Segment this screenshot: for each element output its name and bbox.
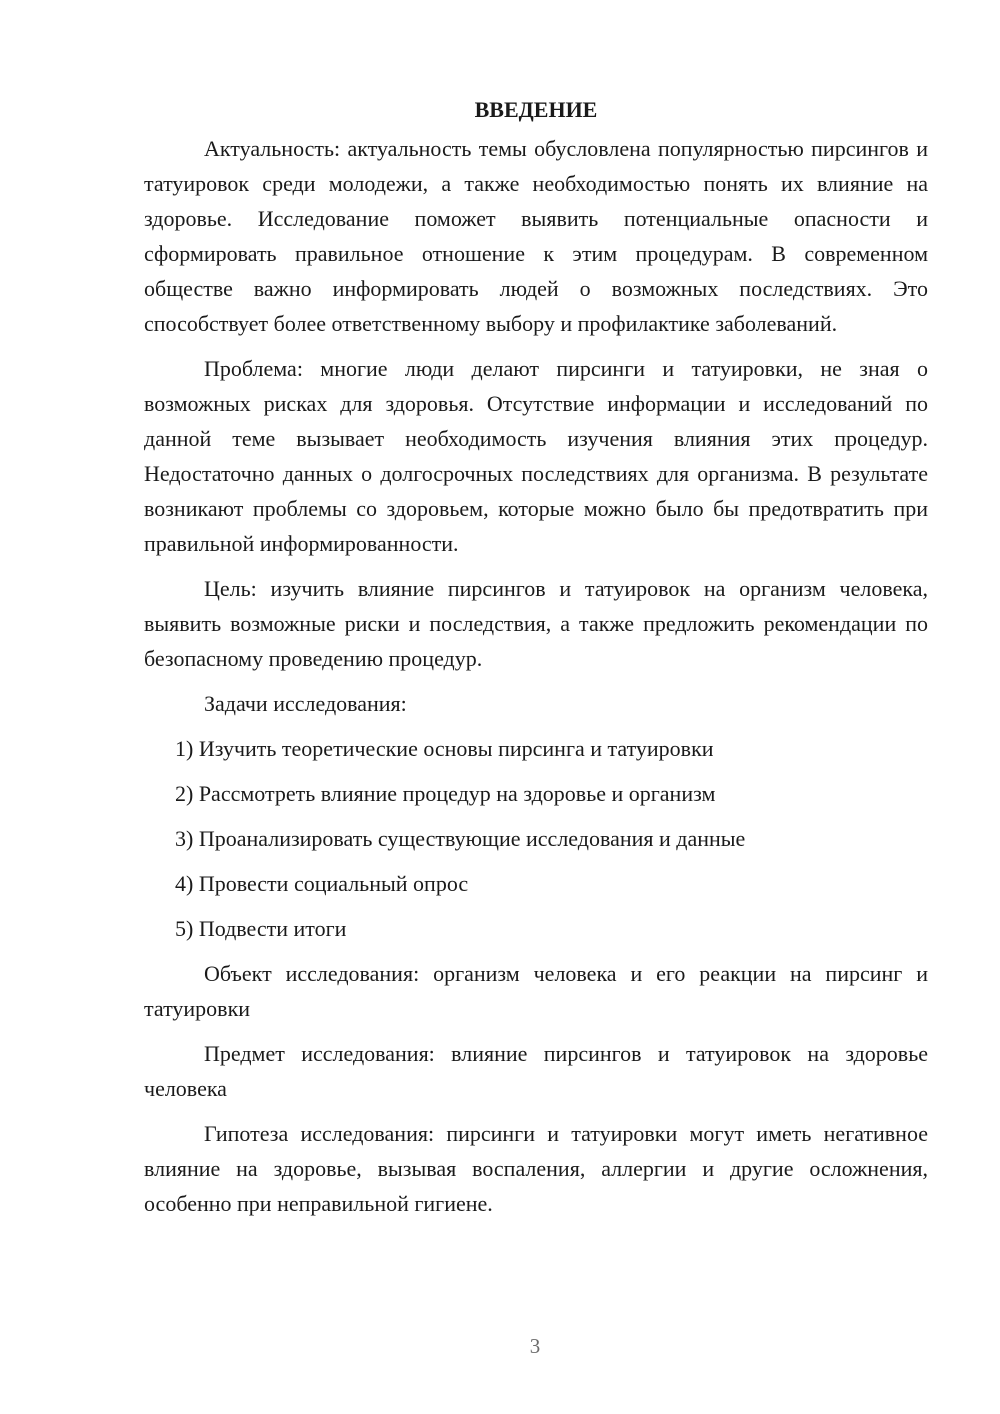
paragraph-subject: Предмет исследования: влияние пирсингов и татуировок на здоровье человека (144, 1041, 928, 1101)
paragraph-hypothesis: Гипотеза исследования: пирсинги и татуировки могут иметь негативное влияние на здоровье, вызывая воспаления, аллергии и другие осложнения, особенно при неправильной гигиене. (144, 1121, 928, 1216)
paragraph-problem: Проблема: многие люди делают пирсинги и татуировки, не зная о возможных рисках для здоровья. Отсутствие информации и исследований по данной теме вызывает необходимость изучения влияния этих процедур. Недостаточно данных о долгосрочных последствиях для организма. В результате возникают проблемы со здоровьем, которые можно было бы предотвратить при правильной информированности. (144, 356, 928, 556)
page-number: 3 (529, 1334, 541, 1358)
paragraph-object: Объект исследования: организм человека и его реакции на пирсинг и татуировки (144, 961, 928, 1021)
task-item-3: 3) Проанализировать существующие исследования и данные (175, 826, 746, 851)
document-page (144, 92, 928, 1231)
task-item-1: 1) Изучить теоретические основы пирсинга и татуировки (175, 736, 714, 761)
paragraph-relevance: Актуальность: актуальность темы обусловлена популярностью пирсингов и татуировок среди молодежи, а также необходимостью понять их влияние на здоровье. Исследование поможет выявить потенциальные опасности и сформировать правильное отношение к этим процедурам. В современном обществе важно информировать людей о возможных последствиях. Это способствует более ответственному выбору и профилактике заболеваний. (144, 136, 928, 336)
task-item-4: 4) Провести социальный опрос (175, 871, 469, 896)
paragraph-goal: Цель: изучить влияние пирсингов и татуировок на организм человека, выявить возможные риски и последствия, а также предложить рекомендации по безопасному проведению процедур. (144, 576, 928, 671)
tasks-title: Задачи исследования: (204, 691, 407, 716)
task-item-5: 5) Подвести итоги (175, 916, 347, 941)
section-heading: ВВЕДЕНИЕ (474, 97, 598, 122)
task-list (144, 731, 928, 946)
task-item-2: 2) Рассмотреть влияние процедур на здоровье и организм (175, 781, 716, 806)
